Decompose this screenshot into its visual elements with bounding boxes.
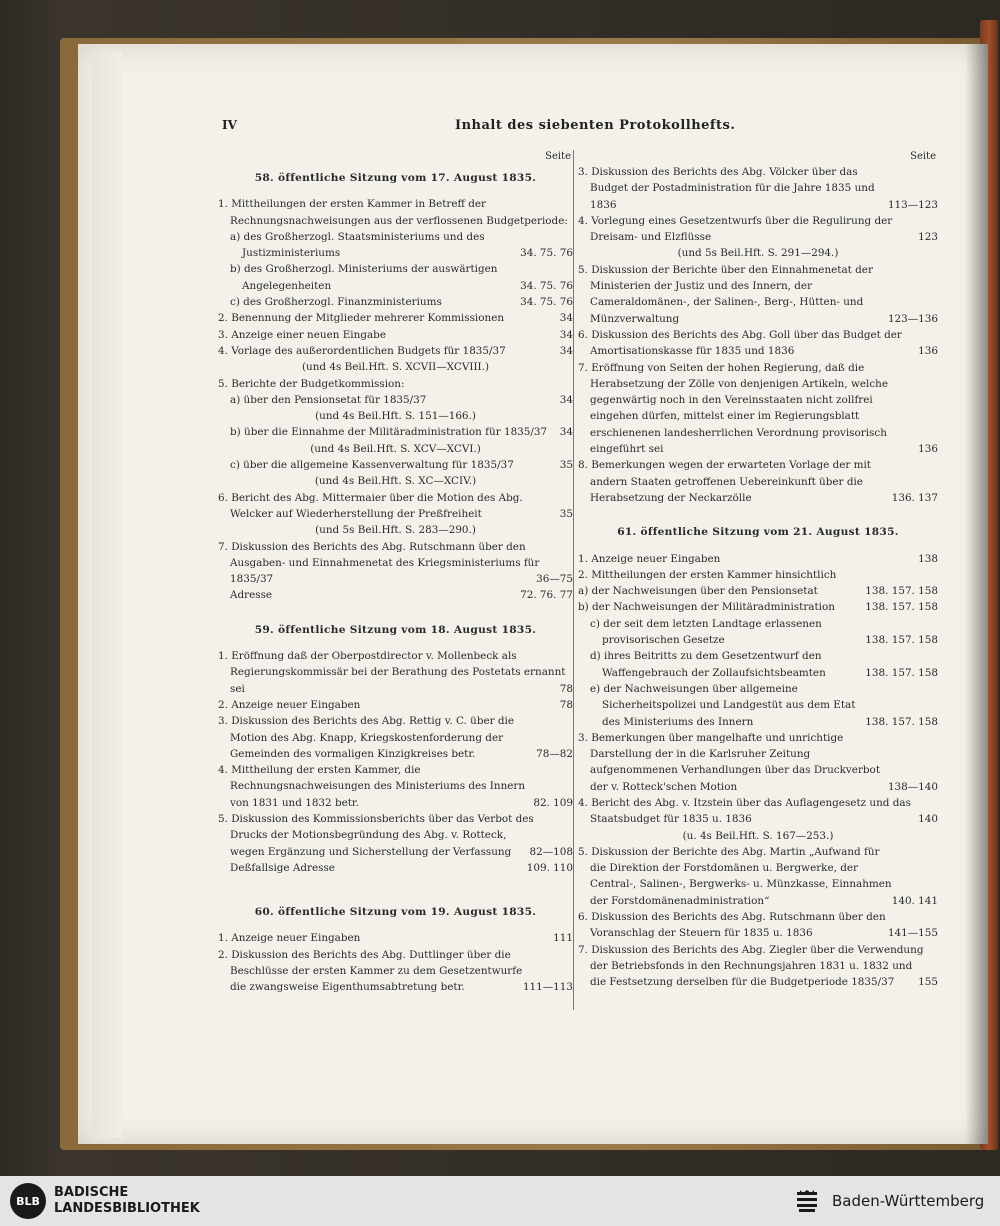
toc-entry: a) über den Pensionsetat für 1835/37 34 (230, 393, 573, 406)
toc-reference: (und 5s Beil.Hft. S. 283—290.) (315, 524, 476, 537)
seite-label: Seite (910, 151, 936, 162)
toc-entry: 4. Vorlage des außerordentlichen Budgets für 1835/37 34 (218, 344, 573, 357)
toc-entry: 3. Diskussion des Berichts des Abg. Völcker über das Budget der Postadministration für die Jahre 1835 und 1836 113—123 (578, 166, 938, 211)
toc-entry: Deßfallsige Adresse 109. 110 (230, 861, 573, 874)
page-header (0, 118, 1000, 138)
right-column (578, 150, 938, 991)
page-number: IV (222, 118, 237, 132)
blb-name[interactable] (54, 1185, 200, 1217)
session-58-title: 58. öffentliche Sitzung vom 17. August 1835. (254, 172, 537, 184)
viewer-footer (0, 1176, 1000, 1226)
toc-entry: 6. Diskussion des Berichts des Abg. Rutschmann über den Voranschlag der Steuern für 1835 u. 1836 141—155 (578, 911, 938, 940)
toc-reference: (und 5s Beil.Hft. S. 291—294.) (677, 247, 839, 260)
toc-entry: 5. Diskussion der Berichte des Abg. Martin „Aufwand für die Direktion der Forstdomänen u. Bergwerke, der Central-, Salinen-, Bergwerks- u. Münzkasse, Einnahmen der Forstdomänenadministration“ 140. 141 (578, 845, 938, 907)
toc-reference: (und 4s Beil.Hft. S. XCV—XCVI.) (310, 442, 481, 455)
session-59-title: 59. öffentliche Sitzung vom 18. August 1835. (254, 623, 537, 636)
toc-entry: b) über die Einnahme der Militäradministration für 1835/37 34 (230, 426, 573, 439)
toc-entry: 7. Diskussion des Berichts des Abg. Ziegler über die Verwendung der Betriebsfonds in den Rechnungsjahren 1831 u. 1832 und die Festsetzung derselben für die Budgetperiode 1835/37 155 (578, 943, 938, 989)
toc-entry: 1. Anzeige neuer Eingaben 138 (578, 552, 938, 565)
session-61-title: 61. öffentliche Sitzung vom 21. August 1835. (617, 526, 899, 539)
toc-entry: c) des Großherzogl. Finanzministeriums 34. 75. 76 (230, 296, 573, 309)
toc-entry: 4. Mittheilung der ersten Kammer, die Rechnungsnachweisungen des Ministeriums des Innern von 1831 und 1832 betr. 82. 109 (218, 764, 573, 809)
blb-logo[interactable]: BLB (10, 1183, 46, 1219)
toc-entry: 2. Diskussion des Berichts des Abg. Duttlinger über die Beschlüsse der ersten Kammer zu dem Gesetzentwurfe die zwangsweise Eigenthumsabtretung betr. 111—113 (218, 948, 573, 994)
page-title: Inhalt des siebenten Protokollhefts. (455, 118, 736, 133)
toc-entry: 4. Vorlegung eines Gesetzentwurfs über die Regulirung der Dreisam- und Elzflüsse 123 (578, 214, 938, 244)
toc-entry: 7. Diskussion des Berichts des Abg. Rutschmann über den Ausgaben- und Einnahmenetat des Kriegsministeriums für 1835/37 36—75 (218, 540, 573, 586)
toc-entry: a) der Nachweisungen über den Pensionsetat 138. 157. 158 (578, 585, 938, 598)
toc-entry: 2. Anzeige neuer Eingaben 78 (218, 698, 573, 711)
toc-entry: 3. Anzeige einer neuen Eingabe 34 (218, 328, 573, 341)
toc-entry: e) der Nachweisungen über allgemeine Sicherheitspolizei und Landgestüt aus dem Etat des Ministeriums des Innern 138. 157. 158 (590, 682, 938, 728)
toc-entry: d) ihres Beitritts zu dem Gesetzentwurf den Waffengebrauch der Zollaufsichtsbeamten 138. 157. 158 (590, 650, 938, 679)
toc-reference: (und 4s Beil.Hft. S. XCVII—XCVIII.) (301, 361, 490, 374)
blb-line2: LANDESBIBLIOTHEK (54, 1201, 200, 1216)
toc-entry: 8. Bemerkungen wegen der erwarteten Vorlage der mit andern Staaten getroffenen Uebereinkunft über die Herabsetzung der Neckarzölle 136. 137 (578, 459, 938, 504)
toc-entry: Adresse 72. 76. 77 (230, 589, 573, 602)
toc-entry: 5. Diskussion des Kommissionsberichts über das Verbot des Drucks der Motionsbegründung des Abg. v. Rotteck, wegen Ergänzung und Sicherstellung der Verfassung 82—108 (218, 812, 573, 858)
toc-entry: 5. Berichte der Budgetkommission: (218, 377, 405, 390)
toc-entry: c) der seit dem letzten Landtage erlassenen provisorischen Gesetze 138. 157. 158 (590, 617, 938, 647)
left-column (218, 150, 573, 996)
toc-entry: 3. Bemerkungen über mangelhafte und unrichtige Darstellung der in die Karlsruher Zeitung aufgenommenen Verhandlungen über das Druckverbot der v. Rotteck'schen Motion 138—140 (578, 731, 938, 793)
toc-entry: 4. Bericht des Abg. v. Itzstein über das Auflagengesetz und das Staatsbudget für 1835 u. 1836 140 (578, 796, 938, 826)
toc-entry: 6. Bericht des Abg. Mittermaier über die Motion des Abg. Welcker auf Wiederherstellung der Preßfreiheit 35 (218, 491, 573, 520)
toc-entry: 6. Diskussion des Berichts des Abg. Goll über das Budget der Amortisationskasse für 1835 und 1836 136 (578, 328, 938, 358)
column-divider (573, 150, 574, 1010)
blb-line1: BADISCHE (54, 1185, 129, 1200)
page-edge-strip (92, 52, 122, 1138)
session-60-title: 60. öffentliche Sitzung vom 19. August 1835. (254, 906, 537, 919)
toc-entry: 1. Eröffnung daß der Oberpostdirector v. Mollenbeck als Regierungskommissär bei der Berathung des Postetats ernannt sei 78 (218, 650, 573, 695)
toc-reference: (und 4s Beil.Hft. S. 151—166.) (315, 410, 476, 423)
seite-label: Seite (545, 151, 571, 162)
toc-entry: 2. Mittheilungen der ersten Kammer hinsichtlich (578, 568, 837, 581)
toc-reference: (und 4s Beil.Hft. S. XC—XCIV.) (314, 475, 477, 488)
toc-entry: 3. Diskussion des Berichts des Abg. Rettig v. C. über die Motion des Abg. Knapp, Kriegskostenforderung der Gemeinden des vormaligen Kinzigkreises betr. 78—82 (218, 715, 573, 760)
toc-entry: 7. Eröffnung von Seiten der hohen Regierung, daß die Herabsetzung der Zölle von denjenigen Artikeln, welche gegenwärtig noch in den Vereinsstaaten nicht zollfrei eingehen dürfen, mittelst einer im Regierungsblatt erschienenen landesherrlichen Verordnung provisorisch eingeführt sei 136 (578, 361, 938, 456)
toc-entry: 1. Anzeige neuer Eingaben 111 (218, 932, 573, 945)
toc-entry: b) des Großherzogl. Ministeriums der auswärtigen Angelegenheiten 34. 75. 76 (230, 263, 573, 292)
toc-reference: (u. 4s Beil.Hft. S. 167—253.) (682, 829, 834, 842)
toc-entry: a) des Großherzogl. Staatsministeriums und des Justizministeriums 34. 75. 76 (230, 230, 573, 260)
toc-entry: b) der Nachweisungen der Militäradministration 138. 157. 158 (578, 601, 938, 614)
bw-label[interactable]: Baden-Württemberg (832, 1192, 985, 1210)
toc-entry: c) über die allgemeine Kassenverwaltung für 1835/37 35 (230, 459, 573, 472)
toc-entry: 2. Benennung der Mitglieder mehrerer Kommissionen 34 (218, 312, 573, 325)
toc-entry: 5. Diskussion der Berichte über den Einnahmenetat der Ministerien der Justiz und des Innern, der Cameraldomänen-, der Salinen-, Berg-, Hütten- und Münzverwaltung 123—136 (578, 263, 938, 325)
toc-entry: 1. Mittheilungen der ersten Kammer in Betreff der Rechnungsnachweisungen aus der verflossenen Budgetperiode: (218, 198, 568, 227)
coat-of-arms-icon[interactable] (792, 1186, 822, 1216)
gutter-shadow (965, 44, 988, 1144)
